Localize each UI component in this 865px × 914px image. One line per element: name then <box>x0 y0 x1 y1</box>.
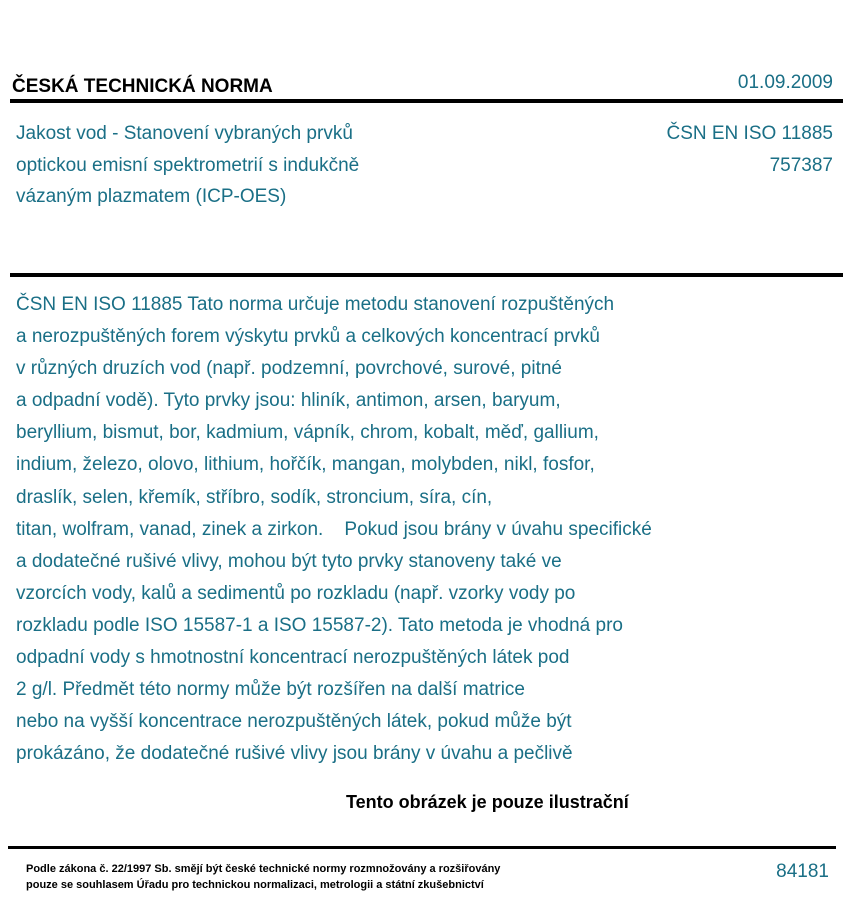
abstract-line: a nerozpuštěných forem výskytu prvků a celkových koncentrací prvků <box>16 326 600 348</box>
abstract-line: odpadní vody s hmotnostní koncentrací nerozpuštěných látek pod <box>16 647 570 669</box>
copyright-line: Podle zákona č. 22/1997 Sb. smějí být české technické normy rozmnožovány a rozšiřovány <box>26 863 501 875</box>
standard-identifiers <box>666 118 833 181</box>
abstract-line: prokázáno, že dodatečné rušivé vlivy jsou brány v úvahu a pečlivě <box>16 743 573 765</box>
abstract-line: nebo na vyšší koncentrace nerozpuštěných látek, pokud může být <box>16 711 572 733</box>
header-divider <box>10 99 843 103</box>
standard-code: ČSN EN ISO 11885 <box>666 123 833 144</box>
abstract-line: rozkladu podle ISO 15587-1 a ISO 15587-2). Tato metoda je vhodná pro <box>16 614 623 636</box>
standard-title-line: vázaným plazmatem (ICP-OES) <box>16 186 287 207</box>
abstract-line: a dodatečné rušivé vlivy, mohou být tyto prvky stanoveny také ve <box>16 550 562 572</box>
abstract-line: vzorcích vody, kalů a sedimentů po rozkladu (např. vzorky vody po <box>16 582 576 604</box>
standard-title <box>16 118 359 213</box>
document-date: 01.09.2009 <box>737 72 833 93</box>
abstract-line: titan, wolfram, vanad, zinek a zirkon. Pokud jsou brány v úvahu specifické <box>16 518 652 540</box>
copyright-line: pouze se souhlasem Úřadu pro technickou normalizaci, metrologii a státní zkušebnictví <box>26 879 484 891</box>
standard-title-line: optickou emisní spektrometrií s indukčně <box>16 154 360 176</box>
abstract-line: a odpadní vodě). Tyto prvky jsou: hliník, antimon, arsen, baryum, <box>16 390 561 412</box>
standard-title-line: Jakost vod - Stanovení vybraných prvků <box>16 123 353 144</box>
abstract-text <box>16 289 652 770</box>
copyright-notice <box>26 861 500 893</box>
abstract-line: v různých druzích vod (např. podzemní, povrchové, surové, pitné <box>16 358 562 380</box>
standard-number: 757387 <box>769 154 833 176</box>
illustration-note: Tento obrázek je pouze ilustrační <box>346 792 629 812</box>
abstract-line: indium, železo, olovo, lithium, hořčík, mangan, molybden, nikl, fosfor, <box>16 454 595 476</box>
section-divider <box>10 273 843 277</box>
footer-divider <box>8 846 836 849</box>
abstract-line: 2 g/l. Předmět této normy může být rozšířen na další matrice <box>16 679 525 701</box>
document-header-title: ČESKÁ TECHNICKÁ NORMA <box>12 76 273 97</box>
catalog-number: 84181 <box>776 861 829 882</box>
abstract-line: beryllium, bismut, bor, kadmium, vápník, chrom, kobalt, měď, gallium, <box>16 422 599 444</box>
abstract-line: draslík, selen, křemík, stříbro, sodík, stroncium, síra, cín, <box>16 486 493 508</box>
abstract-line: ČSN EN ISO 11885 Tato norma určuje metodu stanovení rozpuštěných <box>16 294 615 315</box>
